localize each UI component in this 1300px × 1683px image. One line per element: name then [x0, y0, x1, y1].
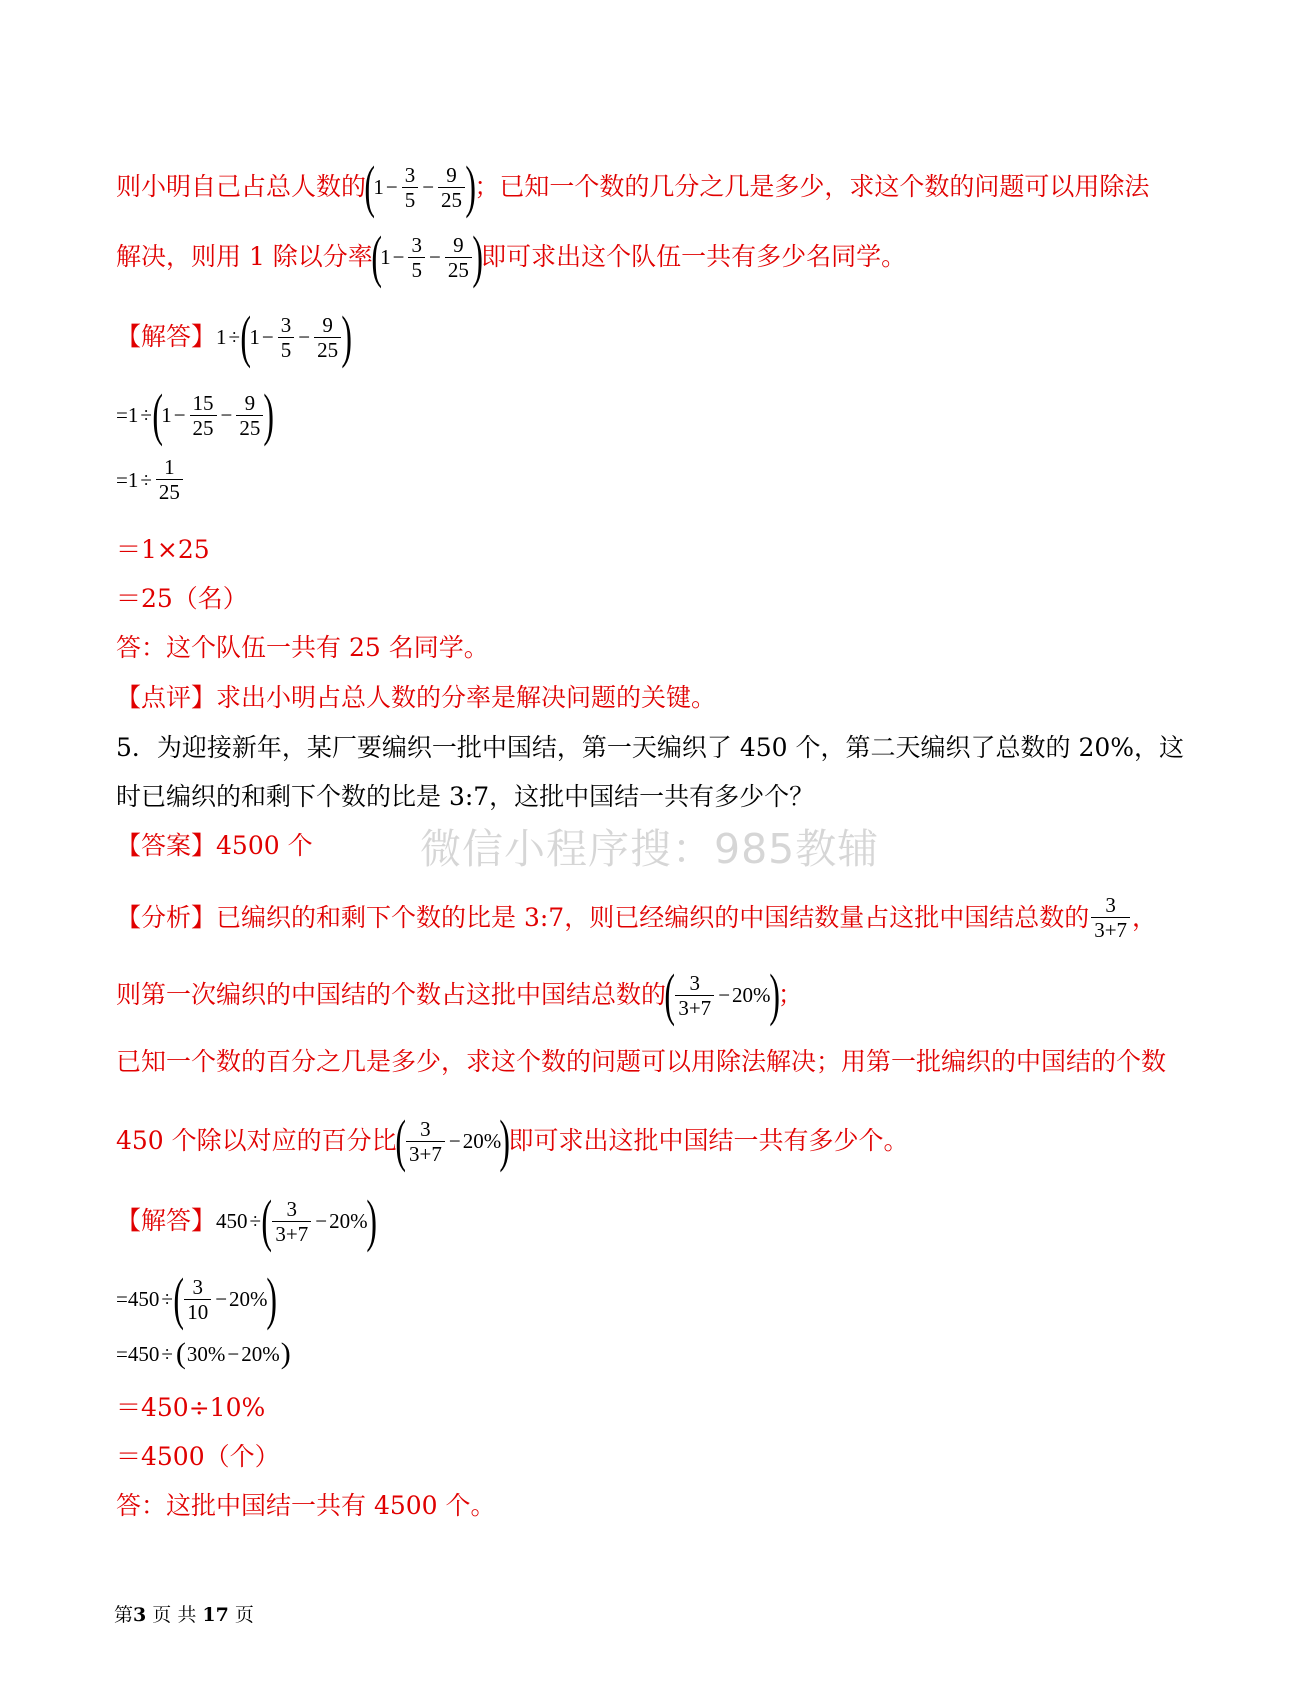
- left-paren: (: [261, 1188, 273, 1253]
- right-paren: ): [280, 1337, 291, 1370]
- fraction: [236, 391, 263, 440]
- analysis-text: 则第一次编织的中国结的个数占这批中国结总数的: [116, 980, 667, 1009]
- fraction: [278, 313, 295, 362]
- right-paren: ): [265, 1266, 277, 1331]
- numerator: 9: [322, 312, 333, 337]
- analysis-text: ；已知一个数的几分之几是多少，求这个数的问题可以用除法: [474, 172, 1150, 201]
- analysis2-line-1: [116, 893, 1157, 942]
- analysis-text: 已编织的和剩下个数的比是 3:7，则已经编织的中国结数量占这批中国结总数的: [216, 902, 1090, 932]
- fraction: [445, 233, 472, 282]
- math-number: 20%: [462, 1129, 502, 1153]
- math-operator: ÷: [249, 1209, 262, 1233]
- math-operator: −: [428, 245, 441, 269]
- math-operator: −: [315, 1209, 328, 1233]
- punctuation: ，: [1132, 902, 1158, 932]
- answer-value: 4500 个: [216, 831, 313, 860]
- right-paren: ): [465, 154, 477, 219]
- math-number: 450: [216, 1209, 248, 1233]
- numerator: 3: [1105, 893, 1116, 917]
- fraction: [408, 233, 425, 282]
- math-number: 1: [161, 403, 172, 427]
- denominator: 5: [402, 187, 419, 212]
- numerator: 3: [420, 1116, 431, 1141]
- solution-step: [116, 455, 185, 504]
- page-footer: [114, 1600, 254, 1627]
- math-number: 1: [216, 325, 227, 349]
- question-line-2: 时已编织的和剩下个数的比是 3:7，这批中国结一共有多少个？: [116, 782, 815, 811]
- left-paren: (: [240, 304, 252, 369]
- numerator: 9: [446, 162, 457, 187]
- fraction: [675, 971, 714, 1020]
- solution-step: ＝4500（个）: [116, 1442, 280, 1471]
- denominator: 3+7: [1091, 917, 1130, 942]
- numerator: 9: [244, 390, 256, 415]
- math-number: 450: [127, 1287, 160, 1311]
- comment-tag: 【点评】: [116, 683, 217, 712]
- solution-step: ＝1×25: [116, 535, 210, 564]
- denominator: 25: [190, 415, 217, 440]
- solution-line-1: [116, 304, 353, 369]
- math-expression: [371, 224, 483, 289]
- denominator: 25: [314, 337, 341, 362]
- numerator: 3: [280, 312, 292, 337]
- analysis-text: 即可求出这批中国结一共有多少个。: [508, 1126, 909, 1155]
- page-number: 3: [133, 1604, 147, 1626]
- math-operator: −: [215, 1287, 228, 1311]
- punctuation: ；: [777, 980, 803, 1009]
- math-number: 1: [373, 175, 384, 199]
- left-paren: (: [364, 154, 375, 219]
- math-operator: −: [718, 983, 731, 1007]
- footer-text: 页 共: [146, 1604, 203, 1626]
- fraction: [438, 163, 465, 212]
- solution-step: ＝25（名）: [116, 584, 248, 613]
- math-operator: ÷: [228, 325, 241, 349]
- denominator: 3+7: [272, 1221, 311, 1246]
- math-expression: [364, 154, 477, 219]
- math-expression: [116, 382, 275, 447]
- math-expression: [116, 1266, 277, 1331]
- left-paren: (: [173, 1266, 184, 1331]
- math-operator: ÷: [161, 1342, 173, 1366]
- analysis-text: 则小明自己占总人数的: [116, 172, 367, 201]
- footer-text: 页: [228, 1604, 254, 1626]
- right-paren: ): [263, 382, 275, 447]
- math-operator: =: [116, 403, 128, 427]
- answer-line: 答：这批中国结一共有 4500 个。: [116, 1491, 496, 1520]
- numerator: 9: [453, 232, 464, 257]
- math-operator: −: [261, 325, 274, 349]
- fraction: [272, 1197, 311, 1246]
- analysis-text: 即可求出这个队伍一共有多少名同学。: [481, 242, 907, 271]
- numerator: 3: [192, 1274, 203, 1299]
- math-number: 450: [127, 1342, 160, 1366]
- math-operator: −: [220, 403, 233, 427]
- right-paren: ): [472, 224, 483, 289]
- fraction: [314, 313, 341, 362]
- answer-tag: 【答案】: [116, 831, 217, 860]
- math-expression: [395, 1108, 511, 1173]
- numerator: 3: [411, 232, 422, 257]
- math-number: 1: [127, 403, 139, 427]
- numerator: 3: [286, 1196, 298, 1221]
- denominator: 5: [278, 337, 295, 362]
- denominator: 25: [445, 257, 472, 282]
- comment-line: [116, 678, 716, 718]
- solution-step: ＝450÷10%: [116, 1393, 266, 1422]
- answer-line: 答：这个队伍一共有 25 名同学。: [116, 633, 489, 662]
- numerator: 1: [164, 455, 175, 479]
- fraction: [402, 163, 419, 212]
- math-expression: [116, 1334, 292, 1374]
- right-paren: ): [365, 1188, 377, 1253]
- math-number: 1: [380, 245, 391, 269]
- fraction: [190, 391, 217, 440]
- math-number: 1: [249, 325, 260, 349]
- denominator: 25: [438, 187, 465, 212]
- total-pages: 17: [202, 1604, 229, 1626]
- solution2-line-1: [116, 1188, 377, 1253]
- right-paren: ): [768, 962, 780, 1027]
- math-expression: [664, 962, 780, 1027]
- math-operator: −: [448, 1129, 461, 1153]
- question-line-1: 5．为迎接新年，某厂要编织一批中国结，第一天编织了 450 个，第二天编织了总数的 20%，这: [116, 733, 1185, 762]
- math-number: 30%: [186, 1342, 226, 1366]
- math-number: 20%: [329, 1209, 368, 1233]
- analysis-text: 450 个除以对应的百分比: [116, 1126, 397, 1155]
- math-number: 20%: [732, 983, 771, 1007]
- math-operator: −: [173, 403, 186, 427]
- math-number: 1: [127, 467, 139, 492]
- math-expression: [216, 304, 353, 369]
- left-paren: (: [152, 382, 163, 447]
- math-expression: [216, 1188, 377, 1253]
- numerator: 3: [404, 162, 416, 187]
- solution-step: [116, 1266, 277, 1331]
- math-expression: [1089, 893, 1132, 942]
- denominator: 5: [408, 257, 425, 282]
- analysis-line-2: [116, 224, 907, 289]
- footer-text: 第: [114, 1604, 134, 1626]
- comment-text: 求出小明占总人数的分率是解决问题的关键。: [216, 683, 717, 712]
- denominator: 10: [184, 1299, 211, 1324]
- analysis2-line-3: 已知一个数的百分之几是多少，求这个数的问题可以用除法解决；用第一批编织的中国结的个数: [116, 1047, 1167, 1076]
- left-paren: (: [175, 1337, 186, 1370]
- math-operator: −: [422, 175, 435, 199]
- analysis-text: 解决，则用 1 除以分率: [116, 242, 373, 271]
- denominator: 25: [236, 415, 263, 440]
- right-paren: ): [499, 1108, 511, 1173]
- math-number: 20%: [229, 1287, 268, 1311]
- math-number: 20%: [241, 1342, 280, 1366]
- math-operator: ÷: [140, 403, 152, 427]
- fraction: [156, 455, 183, 504]
- answer-summary: [116, 826, 313, 866]
- math-operator: ÷: [161, 1287, 173, 1311]
- solution-step: [116, 1334, 292, 1374]
- math-operator: −: [392, 245, 405, 269]
- denominator: 3+7: [406, 1141, 445, 1166]
- left-paren: (: [395, 1108, 406, 1173]
- left-paren: (: [371, 224, 382, 289]
- math-operator: ÷: [140, 467, 152, 492]
- analysis2-line-2: [116, 962, 803, 1027]
- solution-step: [116, 382, 275, 447]
- fraction: [406, 1117, 445, 1166]
- analysis-line-1: [116, 154, 1150, 219]
- math-operator: −: [385, 175, 398, 199]
- math-operator: −: [298, 325, 311, 349]
- numerator: 3: [689, 970, 701, 995]
- analysis2-line-4: [116, 1108, 909, 1173]
- math-operator: =: [116, 467, 128, 492]
- math-operator: =: [116, 1287, 128, 1311]
- fraction: [184, 1275, 211, 1324]
- denominator: 3+7: [675, 995, 714, 1020]
- right-paren: ): [341, 304, 353, 369]
- analysis-tag: 【分析】: [116, 902, 217, 932]
- numerator: 15: [192, 390, 214, 415]
- math-operator: =: [116, 1342, 128, 1366]
- fraction: [1091, 893, 1130, 942]
- solution-tag: 【解答】: [116, 1206, 217, 1235]
- math-operator: −: [227, 1342, 240, 1366]
- math-expression: [116, 455, 185, 504]
- watermark: 微信小程序搜：985教辅: [420, 825, 880, 873]
- left-paren: (: [664, 962, 675, 1027]
- denominator: 25: [156, 479, 183, 504]
- solution-tag: 【解答】: [116, 322, 217, 351]
